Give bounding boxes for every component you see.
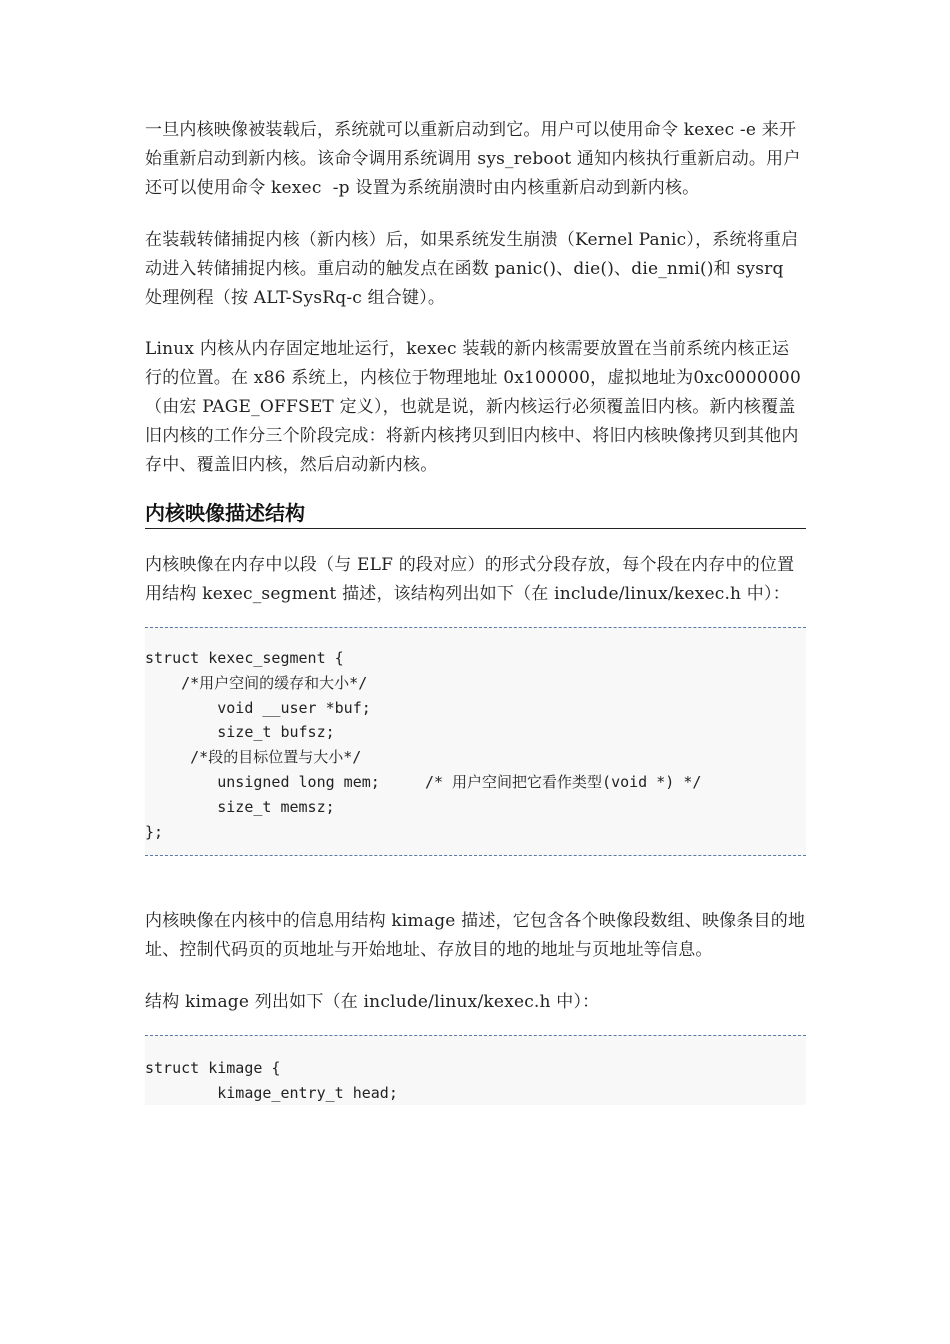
paragraph-kernel-location: Linux 内核从内存固定地址运行，kexec 装载的新内核需要放置在当前系统内核正运行的位置。在 x86 系统上，内核位于物理地址 0x100000，虚拟地址为0xc0000000（由宏 PAGE_OFFSET 定义），也就是说，新内核运行必须覆盖旧内核。新内核覆盖旧内核的工作分三个阶段完成：将新内核拷贝到旧内核中、将旧内核映像拷贝到其他内存中、覆盖旧内核，然后启动新内核。: [145, 339, 801, 475]
document-page: [145, 116, 806, 1105]
code-block-kimage: [145, 1035, 806, 1105]
paragraph-kimage-listing: 结构 kimage 列出如下（在 include/linux/kexec.h 中）：: [145, 992, 600, 1013]
paragraph-crash-capture: 在装载转储捕捉内核（新内核）后，如果系统发生崩溃（Kernel Panic），系统将重启动进入转储捕捉内核。重启动的触发点在函数 panic()、die()、die_nmi()和 sysrq 处理例程（按 ALT-SysRq-c 组合键）。: [145, 230, 799, 308]
code-kimage: struct kimage { kimage_entry_t head;: [145, 1059, 398, 1103]
paragraph-kexec-segment: 内核映像在内存中以段（与 ELF 的段对应）的形式分段存放，每个段在内存中的位置用结构 kexec_segment 描述，该结构列出如下（在 include/linux/kexec.h 中）：: [145, 555, 795, 604]
code-kexec-segment: struct kexec_segment { /*用户空间的缓存和大小*/ void __user *buf; size_t bufsz; /*段的目标位置与大小*/ unsigned long mem; /* 用户空间把它看作类型(void *) */ size_t memsz; };: [145, 649, 702, 841]
paragraph-kexec-reboot: 一旦内核映像被装载后，系统就可以重新启动到它。用户可以使用命令 kexec -e 来开始重新启动到新内核。该命令调用系统调用 sys_reboot 通知内核执行重新启动。用户还可以使用命令 kexec -p 设置为系统崩溃时由内核重新启动到新内核。: [145, 120, 801, 198]
code-block-kexec-segment: [145, 627, 806, 856]
section-heading: 内核映像描述结构: [145, 498, 806, 529]
paragraph-kimage-description: 内核映像在内核中的信息用结构 kimage 描述，它包含各个映像段数组、映像条目的地址、控制代码页的页地址与开始地址、存放目的地的地址与页地址等信息。: [145, 911, 806, 961]
